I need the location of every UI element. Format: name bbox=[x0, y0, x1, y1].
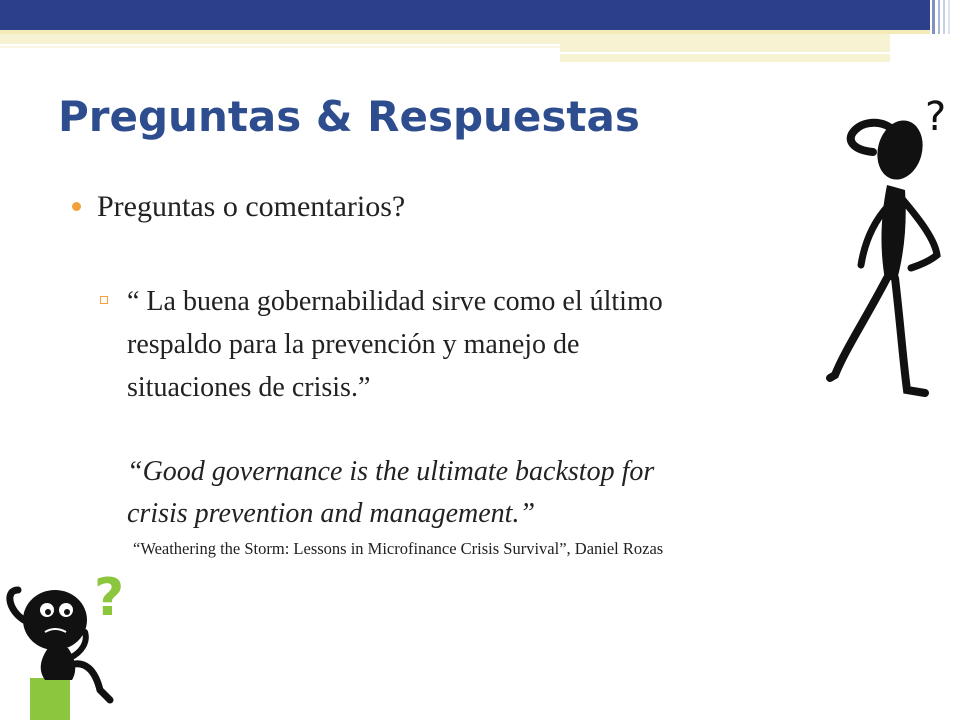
page-title: Preguntas & Respuestas bbox=[58, 92, 640, 141]
header-decor-bar bbox=[0, 0, 960, 34]
quote-en-line: “Good governance is the ultimate backstop for bbox=[127, 456, 655, 487]
quote-citation: “Weathering the Storm: Lessons in Microfinance Crisis Survival”, Daniel Rozas bbox=[133, 539, 664, 558]
quote-es-line: “ La buena gobernabilidad sirve como el último bbox=[127, 286, 663, 317]
question-mark-icon: ? bbox=[94, 568, 125, 628]
quote-es-line: respaldo para la prevención y manejo de bbox=[127, 329, 580, 360]
thinking-figure-clipart bbox=[825, 90, 955, 400]
bullet-dot bbox=[72, 202, 81, 211]
quote-en-line: crisis prevention and management.” bbox=[127, 498, 536, 529]
header-decor-strips bbox=[0, 34, 960, 66]
confused-figure-clipart bbox=[0, 560, 150, 720]
sub-bullet-marker bbox=[100, 296, 108, 304]
quote-es-line: situaciones de crisis.” bbox=[127, 372, 371, 403]
bullet-text: Preguntas o comentarios? bbox=[97, 190, 406, 223]
question-mark-icon: ? bbox=[925, 94, 947, 140]
